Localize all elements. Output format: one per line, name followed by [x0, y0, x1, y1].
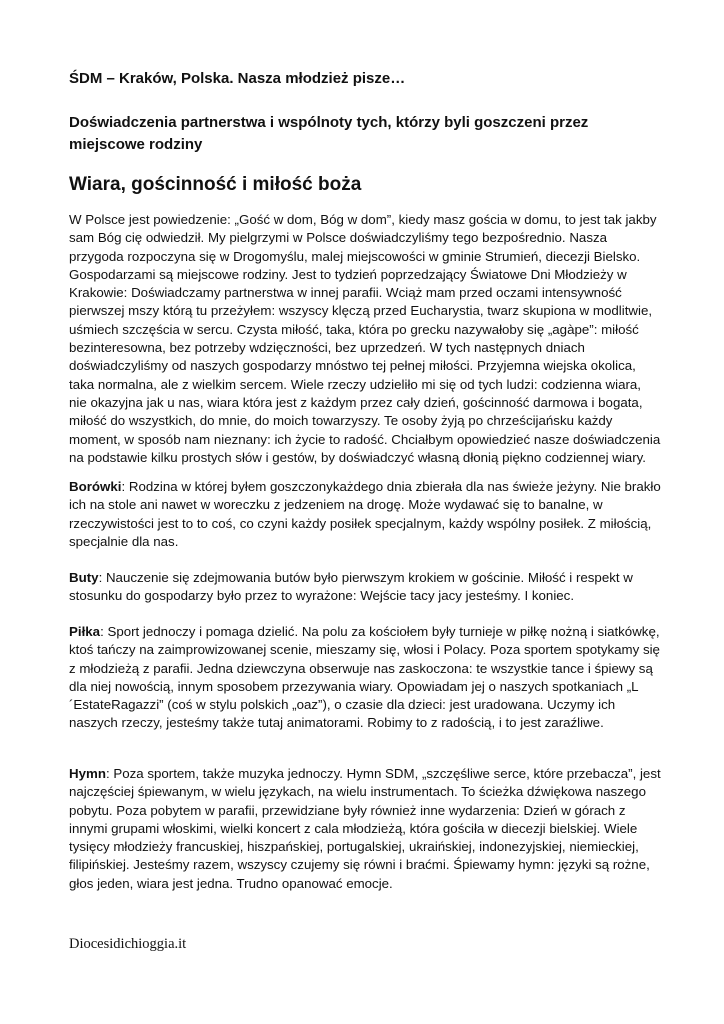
article-heading: Wiara, gościnność i miłość boża — [69, 174, 362, 195]
section-term: Hymn — [69, 766, 106, 781]
section-term: Borówki — [69, 479, 122, 494]
section-term: Buty — [69, 570, 99, 585]
section-borowki — [69, 478, 661, 551]
section-hymn — [69, 765, 661, 893]
section-text: : Rodzina w której byłem goszczonykażdego dnia zbierała dla nas świeże jeżyny. Nie brakło ich na stole ani nawet w woreczku z jedzeniem na drogę. Może wydawać się to banalne, w rzeczywistości jest to to coś, co czyni każdy posiłek specjalnym, każdy wspólny posiłek. Z miłością, specjalnie dla nas. — [69, 479, 661, 549]
document-title: ŚDM – Kraków, Polska. Nasza młodzież pisze… — [69, 70, 406, 87]
document-subtitle: Doświadczenia partnerstwa i wspólnoty tych, którzy byli goszczeni przez miejscowe rodziny — [69, 114, 589, 153]
source-footer: Diocesidichioggia.it — [69, 936, 187, 952]
section-pilka — [69, 623, 661, 733]
section-text: : Poza sportem, także muzyka jednoczy. Hymn SDM, „szczęśliwe serce, które przebacza”, jest najczęściej śpiewanym, w wielu językach, na wielu instrumentach. To ścieżka dźwiękowa naszego pobytu. Poza pobytem w parafii, przewidziane były również inne wydarzenia: Dzień w górach z innymi grupami włoskimi, wielki koncert z cala młodzieżą, która gościła w diecezji bielskiej. Wiele tysięcy młodzieży francuskiej, hiszpańskiej, portugalskiej, ukraińskiej, indonezyjskiej, niemieckiej, filipińskiej. Jesteśmy razem, wszyscy czujemy się równi i braćmi. Śpiewamy hymn: języki są rożne, głos jeden, wiara jest jedna. Trudno opanować emocje. — [69, 766, 661, 891]
section-text: : Nauczenie się zdejmowania butów było pierwszym krokiem w gościnie. Miłość i respekt w stosunku do gospodarzy było przez to wyrażone: Wejście tacy jacy jesteśmy. I koniec. — [69, 570, 633, 604]
section-text: : Sport jednoczy i pomaga dzielić. Na polu za kościołem były turnieje w piłkę nożną i siatkówkę, ktoś tańczy na zaimprowizowanej scenie, mieszamy się, włosi i Polacy. Poza sportem spotykamy się z młodzieżą z parafii. Jedna dziewczyna obserwuje nas zaskoczona: te wszystkie tance i śpiewy są dla niej nowością, innym sposobem przezywania wiary. Opowiadam jej o naszych spotkaniach „L´EstateRagazzi” (coś w stylu polskich „oaz”), o czasie dla dzieci: jest uradowana. Uczymy ich naszych rzeczy, jesteśmy także tutaj animatorami. Robimy to z radością, i to jest zaraźliwe. — [69, 624, 660, 731]
intro-paragraph: W Polsce jest powiedzenie: „Gość w dom, Bóg w dom”, kiedy masz gościa w domu, to jest tak jakby sam Bóg cię odwiedził. My pielgrzymi w Polsce doświadczyliśmy tego bezpośrednio. Nasza przygoda rozpoczyna się w Drogomyślu, malej miejscowości w gminie Strumień, diecezji Bielsko. Gospodarzami są miejscowe rodziny. Jest to tydzień poprzedzający Światowe Dni Młodzieży w Krakowie: Doświadczamy partnerstwa w innej parafii. Wciąż mam przed oczami intensywność pierwszej mszy którą tu przeżyłem: wszyscy klęczą przed Eucharystia, twarz skupiona w modlitwie, uśmiech szczęścia w sercu. Czysta miłość, taka, która po grecku nazywałoby się „agàpe”: miłość bezinteresowna, bez potrzeby wdzięczności, bez uprzedzeń. W tych następnych dniach doświadczyliśmy od naszych gospodarzy mnóstwo tej pełnej miłości. Przyjemna wiejska okolica, taka normalna, ale z wielkim sercem. Wiele rzeczy udzieliło mi się od tych ludzi: codzienna wiara, nie okazyjna jak u nas, wiara która jest z każdym przez cały dzień, gościnność darmowa i bogata, miłość do wszystkich, do mnie, do moich towarzyszy. Te osoby żyją po chrześcijańsku każdy moment, w sposób nam nieznany: ich życie to radość. Chciałbym opowiedzieć nasze doświadczenia na podstawie kilku prostych słów i gestów, by doświadczyć własną dłonią piękno codziennej wiary. — [69, 212, 661, 465]
section-buty — [69, 569, 661, 606]
section-term: Piłka — [69, 624, 101, 639]
